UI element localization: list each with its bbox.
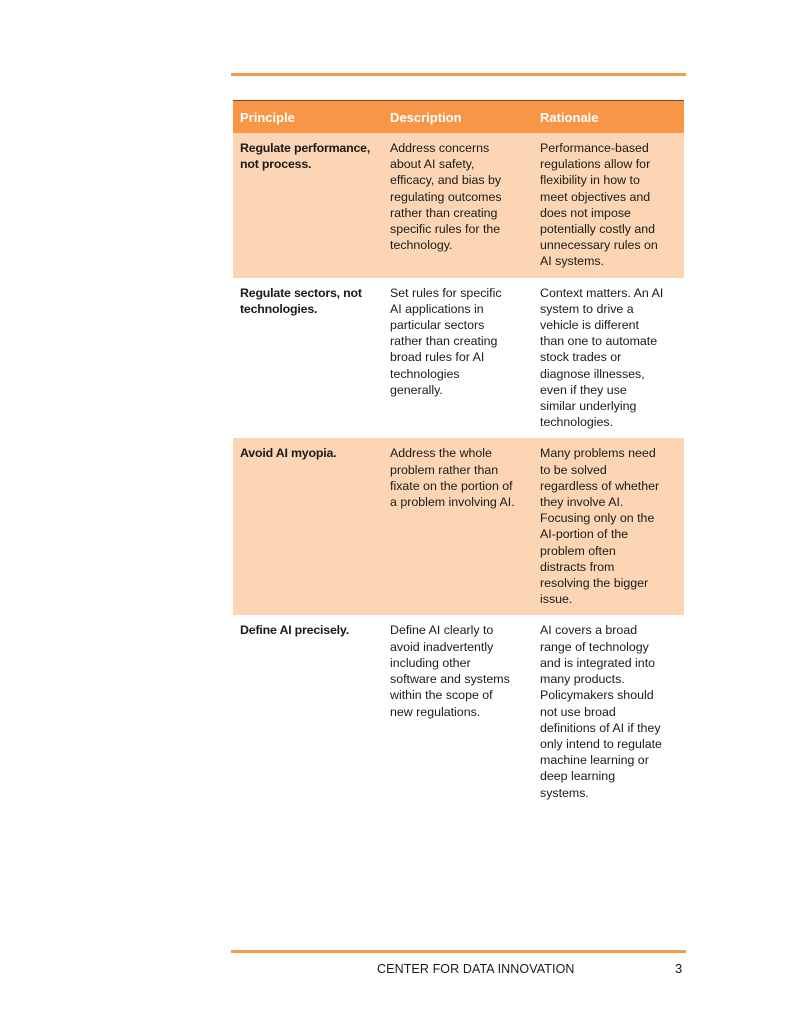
header-description: Description (383, 101, 533, 134)
rationale-cell: Performance-based regulations allow for flexibility in how to meet objectives and does not impose potentially costly and unnecessary rules on AI systems. (533, 133, 684, 278)
table-row (233, 278, 684, 439)
rationale-cell: AI covers a broad range of technology and is integrated into many products. Policymakers should not use broad definitions of AI if they only intend to regulate machine learning or deep learning systems. (533, 615, 684, 808)
rationale-cell: Context matters. An AI system to drive a vehicle is different than one to automate stock trades or diagnose illnesses, even if they use similar underlying technologies. (533, 278, 684, 439)
table-row (233, 615, 684, 808)
table-header-row (233, 101, 684, 134)
principle-cell: Avoid AI myopia. (233, 438, 383, 615)
header-rationale: Rationale (533, 101, 684, 134)
description-cell: Address the whole problem rather than fixate on the portion of a problem involving AI. (383, 438, 533, 615)
table-row (233, 133, 684, 278)
principle-cell: Regulate sectors, not technologies. (233, 278, 383, 439)
table-body (233, 133, 684, 809)
principles-table (233, 100, 684, 809)
footer-organization: CENTER FOR DATA INNOVATION (377, 962, 575, 976)
footer-divider (231, 950, 686, 953)
top-divider (231, 73, 686, 76)
header-principle: Principle (233, 101, 383, 134)
principle-cell: Regulate performance, not process. (233, 133, 383, 278)
page-number: 3 (675, 961, 683, 976)
description-cell: Address concerns about AI safety, efficacy, and bias by regulating outcomes rather than creating specific rules for the technology. (383, 133, 533, 278)
description-cell: Set rules for specific AI applications in particular sectors rather than creating broad rules for AI technologies generally. (383, 278, 533, 439)
description-cell: Define AI clearly to avoid inadvertently including other software and systems within the scope of new regulations. (383, 615, 533, 808)
principle-cell: Define AI precisely. (233, 615, 383, 808)
table-row (233, 438, 684, 615)
rationale-cell: Many problems need to be solved regardless of whether they involve AI. Focusing only on the AI-portion of the problem often distracts from resolving the bigger issue. (533, 438, 684, 615)
table-header (233, 101, 684, 134)
